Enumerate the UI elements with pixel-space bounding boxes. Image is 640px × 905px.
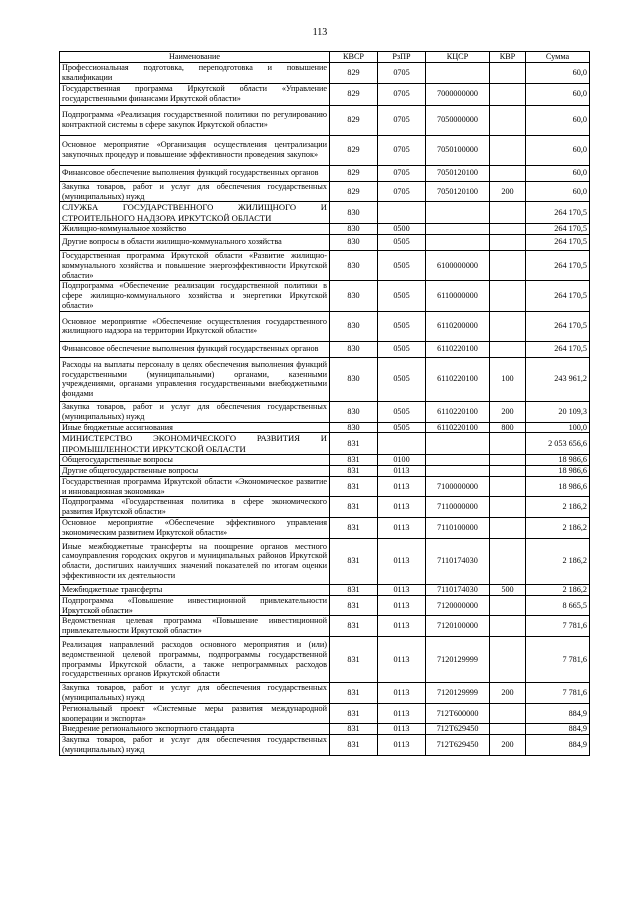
row-rzpr: 0113 <box>378 497 426 518</box>
row-name: Жилищно-коммунальное хозяйство <box>60 224 330 235</box>
row-kcsr: 7050120100 <box>426 165 490 181</box>
row-kcsr: 7110174030 <box>426 584 490 595</box>
table-row <box>60 250 590 281</box>
row-sum: 884,9 <box>526 703 590 724</box>
row-sum: 60,0 <box>526 105 590 135</box>
row-kcsr: 7000000000 <box>426 83 490 105</box>
row-kcsr: 7120000000 <box>426 595 490 616</box>
row-kvr <box>490 497 526 518</box>
row-name: Общегосударственные вопросы <box>60 455 330 466</box>
table-row <box>60 584 590 595</box>
row-rzpr: 0505 <box>378 401 426 422</box>
budget-table <box>59 51 590 756</box>
row-rzpr <box>378 202 426 224</box>
page-number: 113 <box>312 27 328 38</box>
row-kcsr <box>426 234 490 250</box>
row-sum: 264 170,5 <box>526 250 590 281</box>
row-sum: 100,0 <box>526 422 590 433</box>
row-rzpr: 0505 <box>378 281 426 312</box>
row-kcsr: 6110220100 <box>426 401 490 422</box>
row-sum: 2 053 656,6 <box>526 433 590 455</box>
row-kvsr: 831 <box>330 735 378 756</box>
row-rzpr: 0705 <box>378 83 426 105</box>
row-kvr <box>490 63 526 84</box>
row-sum: 20 109,3 <box>526 401 590 422</box>
table-row <box>60 234 590 250</box>
row-sum: 8 665,5 <box>526 595 590 616</box>
row-sum: 60,0 <box>526 135 590 165</box>
row-name: Основное мероприятие «Обеспечение эффективного управления экономическим развитием Иркутской области» <box>60 518 330 539</box>
row-kvsr: 829 <box>330 63 378 84</box>
row-kcsr: 6100000000 <box>426 250 490 281</box>
row-kvsr: 831 <box>330 538 378 584</box>
row-rzpr: 0705 <box>378 165 426 181</box>
row-kvr: 200 <box>490 181 526 202</box>
row-rzpr: 0100 <box>378 455 426 466</box>
row-name: Внедрение регионального экспортного стандарта <box>60 724 330 735</box>
row-kvsr: 831 <box>330 616 378 637</box>
row-name: Расходы на выплаты персоналу в целях обеспечения выполнения функций государственными (муниципальными) органами, казенными учреждениями, органами управления государственными внебюджетными фондами <box>60 357 330 401</box>
row-kvr <box>490 616 526 637</box>
row-kvr <box>490 724 526 735</box>
row-rzpr: 0705 <box>378 105 426 135</box>
table-row <box>60 281 590 312</box>
row-kcsr: 7120129999 <box>426 637 490 683</box>
row-name: Подпрограмма «Государственная политика в сфере экономического развития Иркутской области» <box>60 497 330 518</box>
row-rzpr: 0113 <box>378 616 426 637</box>
table-row <box>60 105 590 135</box>
row-kvr <box>490 135 526 165</box>
row-kvr <box>490 518 526 539</box>
row-kvsr: 831 <box>330 724 378 735</box>
row-name: Закупка товаров, работ и услуг для обеспечения государственных (муниципальных) нужд <box>60 683 330 704</box>
row-kvsr: 831 <box>330 497 378 518</box>
row-name: Финансовое обеспечение выполнения функций государственных органов <box>60 165 330 181</box>
row-kvr: 100 <box>490 357 526 401</box>
row-rzpr <box>378 433 426 455</box>
row-kvr <box>490 465 526 476</box>
row-name: Подпрограмма «Повышение инвестиционной привлекательности Иркутской области» <box>60 595 330 616</box>
row-sum: 60,0 <box>526 83 590 105</box>
row-kvsr: 831 <box>330 637 378 683</box>
row-sum: 7 781,6 <box>526 637 590 683</box>
row-kvr <box>490 341 526 357</box>
row-rzpr: 0113 <box>378 683 426 704</box>
row-sum: 7 781,6 <box>526 616 590 637</box>
row-rzpr: 0113 <box>378 584 426 595</box>
row-kcsr: 7050000000 <box>426 105 490 135</box>
row-kvsr: 831 <box>330 476 378 497</box>
row-kvsr: 831 <box>330 595 378 616</box>
row-kcsr: 6110220100 <box>426 357 490 401</box>
table-row <box>60 595 590 616</box>
table-row <box>60 637 590 683</box>
row-kvsr: 829 <box>330 135 378 165</box>
row-kcsr: 6110220100 <box>426 422 490 433</box>
header-kcsr: КЦСР <box>426 52 490 63</box>
row-kvr <box>490 105 526 135</box>
row-kcsr: 712Т600000 <box>426 703 490 724</box>
row-rzpr: 0505 <box>378 311 426 341</box>
row-sum: 2 186,2 <box>526 518 590 539</box>
row-kvsr: 830 <box>330 311 378 341</box>
row-kvsr: 831 <box>330 465 378 476</box>
table-row <box>60 724 590 735</box>
row-kcsr: 6110200000 <box>426 311 490 341</box>
row-kvr: 200 <box>490 683 526 704</box>
row-name: Государственная программа Иркутской области «Развитие жилищно-коммунального хозяйства и повышение энергоэффективности Иркутской области» <box>60 250 330 281</box>
row-kcsr <box>426 224 490 235</box>
table-row <box>60 433 590 455</box>
table-row <box>60 311 590 341</box>
row-kvsr: 831 <box>330 455 378 466</box>
row-kvsr: 830 <box>330 357 378 401</box>
row-rzpr: 0705 <box>378 181 426 202</box>
row-sum: 18 986,6 <box>526 465 590 476</box>
row-kvsr: 830 <box>330 401 378 422</box>
header-name: Наименование <box>60 52 330 63</box>
table-row <box>60 497 590 518</box>
table-row <box>60 422 590 433</box>
row-sum: 2 186,2 <box>526 497 590 518</box>
row-sum: 264 170,5 <box>526 224 590 235</box>
row-kvsr: 829 <box>330 165 378 181</box>
row-kvr: 200 <box>490 401 526 422</box>
row-name: Закупка товаров, работ и услуг для обеспечения государственных (муниципальных) нужд <box>60 181 330 202</box>
row-name: Реализация направлений расходов основного мероприятия и (или) ведомственной целевой программы, подпрограммы государственной программы Иркутской области, а также непрограммных расходов государственных органов Иркутской области <box>60 637 330 683</box>
row-kcsr <box>426 433 490 455</box>
table-row <box>60 202 590 224</box>
row-rzpr: 0113 <box>378 637 426 683</box>
row-name: Иные бюджетные ассигнования <box>60 422 330 433</box>
row-kvsr: 830 <box>330 224 378 235</box>
row-name: Государственная программа Иркутской области «Экономическое развитие и инновационная экономика» <box>60 476 330 497</box>
row-kcsr: 7120129999 <box>426 683 490 704</box>
table-row <box>60 341 590 357</box>
row-kcsr <box>426 202 490 224</box>
row-name: Государственная программа Иркутской области «Управление государственными финансами Иркутской области» <box>60 83 330 105</box>
row-kvr: 500 <box>490 584 526 595</box>
row-kvsr: 830 <box>330 422 378 433</box>
row-name: Финансовое обеспечение выполнения функций государственных органов <box>60 341 330 357</box>
row-kvr <box>490 202 526 224</box>
row-rzpr: 0113 <box>378 518 426 539</box>
row-sum: 2 186,2 <box>526 538 590 584</box>
row-kvsr: 829 <box>330 83 378 105</box>
table-row <box>60 401 590 422</box>
row-kvsr: 830 <box>330 281 378 312</box>
row-name: Закупка товаров, работ и услуг для обеспечения государственных (муниципальных) нужд <box>60 735 330 756</box>
row-sum: 264 170,5 <box>526 281 590 312</box>
row-sum: 264 170,5 <box>526 311 590 341</box>
row-name: Региональный проект «Системные меры развития международной кооперации и экспорта» <box>60 703 330 724</box>
row-rzpr: 0113 <box>378 735 426 756</box>
row-sum: 60,0 <box>526 181 590 202</box>
row-sum: 884,9 <box>526 735 590 756</box>
row-kvr: 200 <box>490 735 526 756</box>
table-row <box>60 357 590 401</box>
row-name: Другие вопросы в области жилищно-коммунального хозяйства <box>60 234 330 250</box>
row-rzpr: 0113 <box>378 538 426 584</box>
row-kvsr: 830 <box>330 202 378 224</box>
row-rzpr: 0505 <box>378 357 426 401</box>
table-row <box>60 703 590 724</box>
row-name: Другие общегосударственные вопросы <box>60 465 330 476</box>
table-row <box>60 181 590 202</box>
row-kcsr: 7100000000 <box>426 476 490 497</box>
table-row <box>60 518 590 539</box>
row-name: Подпрограмма «Обеспечение реализации государственной политики в сфере жилищно-коммунального хозяйства и энергетики Иркутской области» <box>60 281 330 312</box>
row-rzpr: 0113 <box>378 476 426 497</box>
row-kvr <box>490 538 526 584</box>
row-kvsr: 830 <box>330 341 378 357</box>
row-name: Основное мероприятие «Обеспечение осуществления государственного жилищного надзора на территории Иркутской области» <box>60 311 330 341</box>
row-rzpr: 0113 <box>378 703 426 724</box>
row-rzpr: 0505 <box>378 250 426 281</box>
row-kcsr: 7120100000 <box>426 616 490 637</box>
row-sum: 60,0 <box>526 63 590 84</box>
table-header-row <box>60 52 590 63</box>
row-kvr <box>490 476 526 497</box>
row-kvr: 800 <box>490 422 526 433</box>
row-sum: 18 986,6 <box>526 476 590 497</box>
row-kcsr: 6110220100 <box>426 341 490 357</box>
row-kvsr: 829 <box>330 105 378 135</box>
row-sum: 60,0 <box>526 165 590 181</box>
row-kvsr: 831 <box>330 683 378 704</box>
row-rzpr: 0505 <box>378 422 426 433</box>
row-kcsr: 6110000000 <box>426 281 490 312</box>
table-row <box>60 165 590 181</box>
row-name: Профессиональная подготовка, переподготовка и повышение квалификации <box>60 63 330 84</box>
row-kvr <box>490 250 526 281</box>
header-rzpr: РзПР <box>378 52 426 63</box>
table-row <box>60 683 590 704</box>
table-row <box>60 135 590 165</box>
table-body <box>60 63 590 756</box>
row-sum: 18 986,6 <box>526 455 590 466</box>
row-kvr <box>490 455 526 466</box>
row-name: Закупка товаров, работ и услуг для обеспечения государственных (муниципальных) нужд <box>60 401 330 422</box>
row-rzpr: 0505 <box>378 341 426 357</box>
row-rzpr: 0113 <box>378 465 426 476</box>
row-sum: 264 170,5 <box>526 234 590 250</box>
row-kcsr: 7110100000 <box>426 518 490 539</box>
table-row <box>60 83 590 105</box>
row-kvr <box>490 224 526 235</box>
row-kvr <box>490 595 526 616</box>
table-row <box>60 224 590 235</box>
row-rzpr: 0113 <box>378 595 426 616</box>
header-kvr: КВР <box>490 52 526 63</box>
row-kvsr: 831 <box>330 703 378 724</box>
row-kcsr: 7110174030 <box>426 538 490 584</box>
row-name: Межбюджетные трансферты <box>60 584 330 595</box>
row-sum: 7 781,6 <box>526 683 590 704</box>
row-sum: 264 170,5 <box>526 341 590 357</box>
row-sum: 243 961,2 <box>526 357 590 401</box>
row-name: Ведомственная целевая программа «Повышение инвестиционной привлекательности Иркутской области» <box>60 616 330 637</box>
row-kvsr: 831 <box>330 584 378 595</box>
row-kcsr: 7050120100 <box>426 181 490 202</box>
row-kvsr: 830 <box>330 234 378 250</box>
table-row <box>60 465 590 476</box>
row-kvr <box>490 281 526 312</box>
row-name: Подпрограмма «Реализация государственной политики по регулированию контрактной системы в сфере закупок Иркутской области» <box>60 105 330 135</box>
row-name: МИНИСТЕРСТВО ЭКОНОМИЧЕСКОГО РАЗВИТИЯ И ПРОМЫШЛЕННОСТИ ИРКУТСКОЙ ОБЛАСТИ <box>60 433 330 455</box>
row-kcsr: 712Т629450 <box>426 735 490 756</box>
row-kvsr: 829 <box>330 181 378 202</box>
row-name: Основное мероприятие «Организация осуществления централизации закупочных процедур и повышение эффективности проведения закупок» <box>60 135 330 165</box>
row-sum: 884,9 <box>526 724 590 735</box>
table-row <box>60 616 590 637</box>
row-kvr <box>490 165 526 181</box>
row-kcsr: 712Т629450 <box>426 724 490 735</box>
table-row <box>60 63 590 84</box>
row-kcsr: 7110000000 <box>426 497 490 518</box>
row-rzpr: 0505 <box>378 234 426 250</box>
row-sum: 2 186,2 <box>526 584 590 595</box>
header-sum: Сумма <box>526 52 590 63</box>
row-kvsr: 830 <box>330 250 378 281</box>
row-kvr <box>490 83 526 105</box>
row-kvsr: 831 <box>330 433 378 455</box>
row-sum: 264 170,5 <box>526 202 590 224</box>
table-row <box>60 476 590 497</box>
row-kvr <box>490 234 526 250</box>
row-rzpr: 0705 <box>378 63 426 84</box>
table-row <box>60 538 590 584</box>
row-kcsr <box>426 63 490 84</box>
row-rzpr: 0705 <box>378 135 426 165</box>
row-kvr <box>490 703 526 724</box>
row-kvr <box>490 311 526 341</box>
row-kcsr: 7050100000 <box>426 135 490 165</box>
row-rzpr: 0500 <box>378 224 426 235</box>
row-kvr <box>490 637 526 683</box>
row-name: Иные межбюджетные трансферты на поощрение органов местного самоуправления городских округов и муниципальных районов Иркутской области, достигших наилучших значений показателей по итогам оценки эффективности их деятельности <box>60 538 330 584</box>
row-kvr <box>490 433 526 455</box>
table-row <box>60 455 590 466</box>
row-kvsr: 831 <box>330 518 378 539</box>
row-kcsr <box>426 455 490 466</box>
table-row <box>60 735 590 756</box>
row-kcsr <box>426 465 490 476</box>
row-name: СЛУЖБА ГОСУДАРСТВЕННОГО ЖИЛИЩНОГО И СТРОИТЕЛЬНОГО НАДЗОРА ИРКУТСКОЙ ОБЛАСТИ <box>60 202 330 224</box>
header-kvsr: КВСР <box>330 52 378 63</box>
row-rzpr: 0113 <box>378 724 426 735</box>
